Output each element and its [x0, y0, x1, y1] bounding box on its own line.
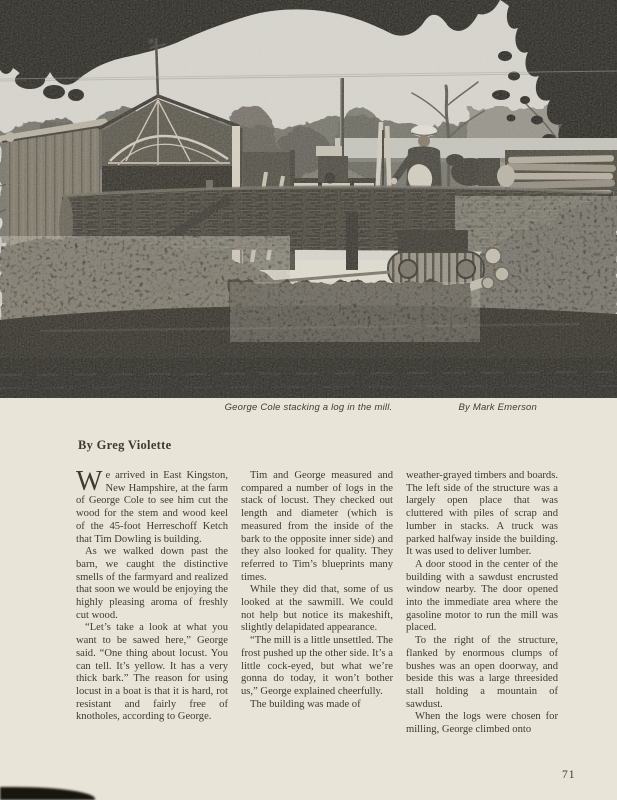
article-paragraph: weather-grayed timbers and boards. The left side of the structure was a largely open place that was cluttered with piles of scrap and lumber in stacks. A truck was parked halfway inside the building. It was used to deliver lumber.	[406, 470, 558, 558]
article-column-2	[241, 470, 393, 737]
article-paragraph: To the right of the structure, flanked by enormous clumps of bushes was an open doorway, and beside this was a large threesided stall holding a mountain of sawdust.	[406, 635, 558, 710]
article-paragraph: While they did that, some of us looked at the sawmill. We could not help but notice its makeshift, slightly delapidated appearance.	[241, 584, 393, 634]
article-paragraph: “The mill is a little unsettled. The frost pushed up the other side. It’s a little cock-eyed, but what we’re gonna do today, it won’t bother us,” George explained cheerfully.	[241, 635, 393, 697]
article-paragraph: The building was made of	[250, 698, 361, 710]
mill-photo	[0, 0, 617, 398]
page-number: 71	[562, 769, 576, 781]
mill-photo-illustration	[0, 0, 617, 398]
article-column-3	[406, 470, 558, 737]
article-byline: By Greg Violette	[78, 438, 172, 452]
article-paragraph: We arrived in East Kingston, New Hampshire, at the farm of George Cole to see him cut the wood for the stem and wood keel of the 45-foot Herreschoff Ketch that Tim Dowling is building.	[76, 466, 228, 545]
article-columns	[76, 466, 558, 737]
scan-corner-shadow	[0, 787, 95, 800]
photo-grain	[0, 0, 617, 398]
photo-credit: By Mark Emerson	[458, 402, 537, 413]
article-paragraph: Tim and George measured and compared a number of logs in the stack of locust. They checked out length and diameter (which is measured from the inside of the bark to the opposite inner side) and they also looked for quality. They referred to Tim’s blueprints many times.	[241, 470, 393, 583]
article-column-1	[76, 466, 228, 737]
article-paragraph: As we walked down past the barn, we caught the distinctive smells of the farmyard and realized that soon we would be enjoying the highly pleasing aroma of freshly cut wood.	[76, 546, 228, 621]
article-paragraph: “Let’s take a look at what you want to be sawed here,” George said. “One thing about locust. You can tell. It’s yellow. It has a very thick bark.” The reason for using locust in a boat is that it is hard, rot resistant and fairly free of knotholes, according to George.	[76, 622, 228, 723]
article-paragraph: When the logs were chosen for milling, George climbed onto	[406, 711, 558, 736]
photo-caption: George Cole stacking a log in the mill.	[224, 402, 393, 413]
caption-row	[0, 402, 617, 416]
drop-cap: W	[76, 466, 103, 497]
article-paragraph: A door stood in the center of the building with a sawdust encrusted window nearby. The door opened into the immediate area where the gasoline motor to run the mill was placed.	[406, 558, 558, 634]
